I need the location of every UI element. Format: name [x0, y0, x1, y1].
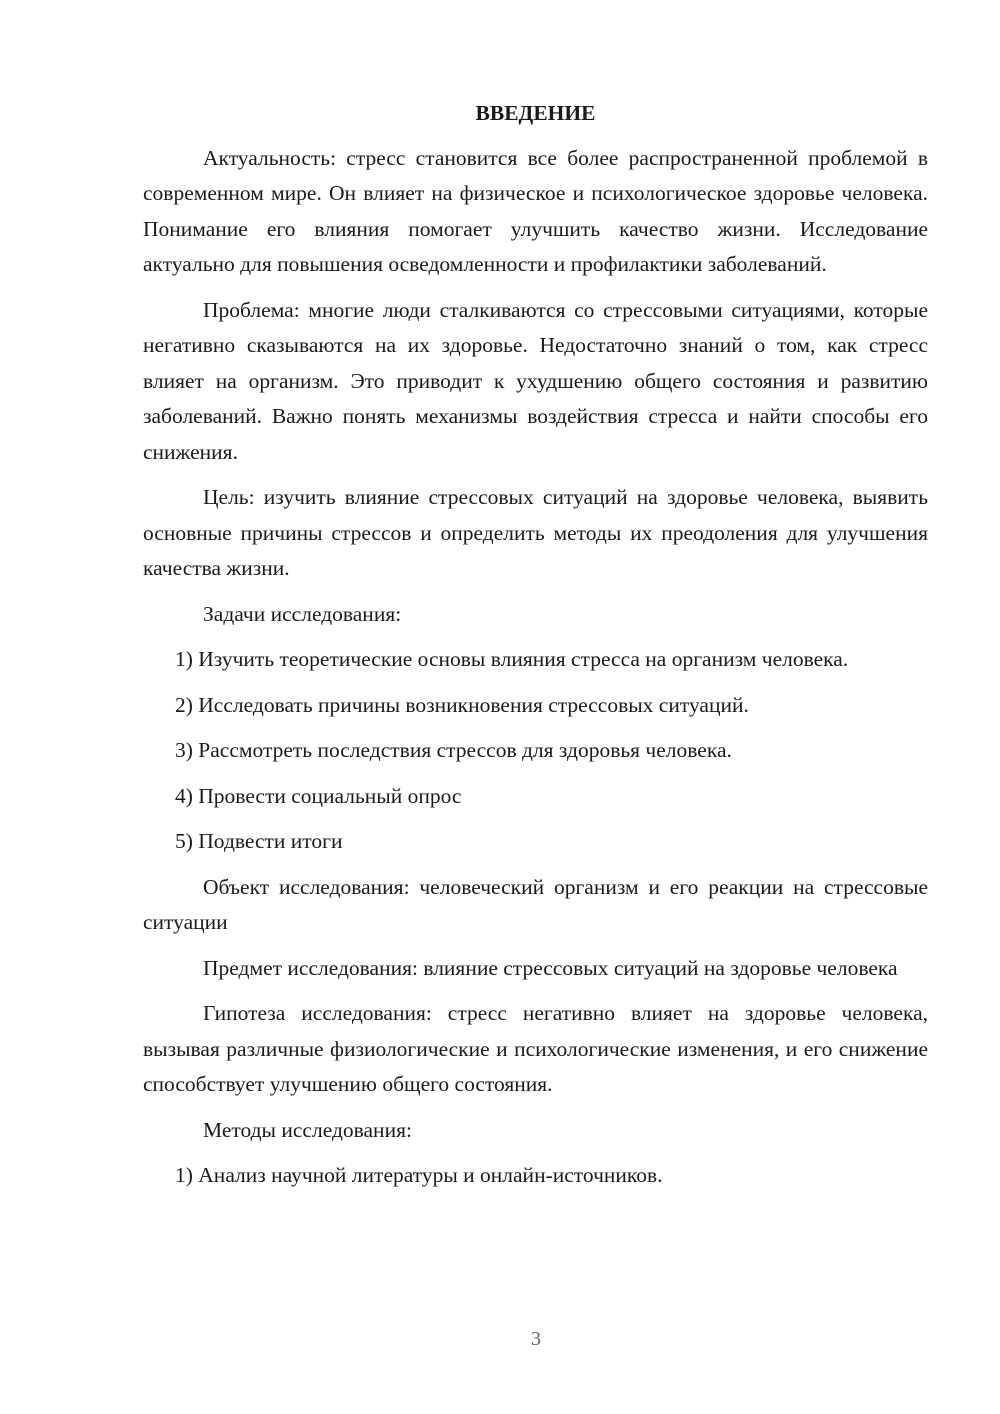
section-title: ВВЕДЕНИЕ [475, 101, 596, 125]
page-content [143, 96, 928, 1204]
tasks-heading: Задачи исследования: [203, 601, 402, 626]
task-item: 5) Подвести итоги [175, 829, 343, 853]
task-item: 4) Провести социальный опрос [175, 783, 462, 808]
subject-paragraph: Предмет исследования: влияние стрессовых ситуаций на здоровье человека [203, 955, 898, 980]
problem-paragraph: Проблема: многие люди сталкиваются со стрессовыми ситуациями, которые негативно сказываются на их здоровье. Недостаточно знаний о том, как стресс влияет на организм. Это приводит к ухудшению общего состояния и развитию заболеваний. Важно понять механизмы воздействия стресса и найти способы его снижения. [143, 297, 928, 464]
task-item: 3) Рассмотреть последствия стрессов для здоровья человека. [175, 738, 732, 762]
page-number: 3 [531, 1328, 541, 1350]
object-paragraph: Объект исследования: человеческий организм и его реакции на стрессовые ситуации [143, 874, 928, 934]
method-item: 1) Анализ научной литературы и онлайн-источников. [175, 1163, 663, 1187]
methods-heading: Методы исследования: [203, 1117, 412, 1142]
hypothesis-paragraph: Гипотеза исследования: стресс негативно влияет на здоровье человека, вызывая различные физиологические и психологические изменения, и его снижение способствует улучшению общего состояния. [143, 1001, 928, 1096]
task-item: 2) Исследовать причины возникновения стрессовых ситуаций. [175, 692, 749, 717]
task-item: 1) Изучить теоретические основы влияния стресса на организм человека. [175, 647, 849, 671]
relevance-paragraph: Актуальность: стресс становится все более распространенной проблемой в современном мире. Он влияет на физическое и психологическое здоровье человека. Понимание его влияния помогает улучшить качество жизни. Исследование актуально для повышения осведомленности и профилактики заболеваний. [143, 145, 928, 276]
goal-paragraph: Цель: изучить влияние стрессовых ситуаций на здоровье человека, выявить основные причины стрессов и определить методы их преодоления для улучшения качества жизни. [143, 485, 928, 580]
